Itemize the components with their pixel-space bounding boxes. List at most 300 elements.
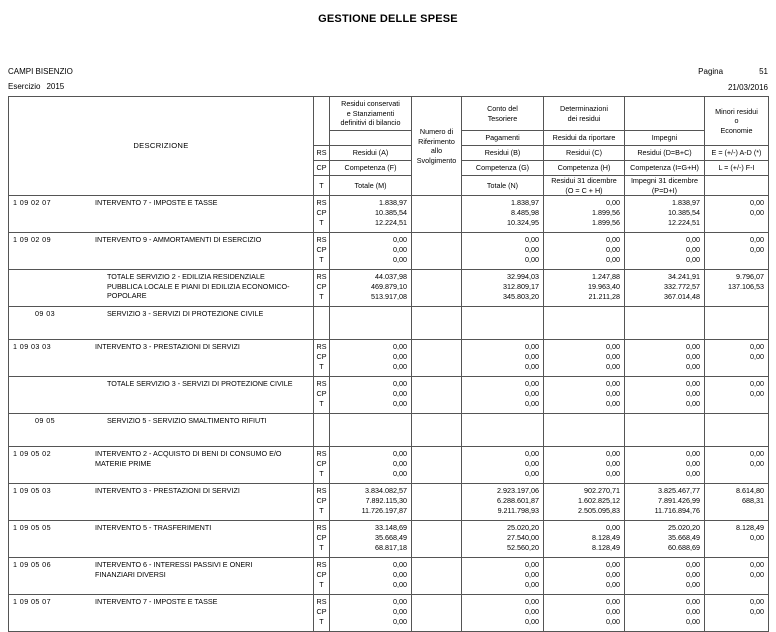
cell-value bbox=[625, 436, 704, 446]
cell-value bbox=[705, 292, 768, 302]
value-cell-residui-b bbox=[462, 558, 544, 595]
row-tag: CP bbox=[316, 208, 327, 217]
cell-value bbox=[412, 533, 461, 543]
value-cell-residui-b bbox=[462, 270, 544, 307]
row-tag-cell bbox=[314, 595, 330, 632]
column-header-residui-b: Residui (B) bbox=[462, 146, 544, 161]
cell-value: 469.879,10 bbox=[371, 282, 407, 291]
row-tag: CP bbox=[316, 389, 327, 398]
cell-value bbox=[625, 416, 704, 426]
cell-value: 3.825.467,77 bbox=[658, 486, 700, 495]
row-description-cell bbox=[9, 595, 314, 632]
cell-value: 0,00 bbox=[606, 389, 620, 398]
value-cell-residui-d bbox=[625, 270, 705, 307]
value-cell-residui-b bbox=[462, 233, 544, 270]
value-cell-numero-riferimento bbox=[412, 196, 462, 233]
value-cell-residui-c bbox=[544, 414, 625, 447]
cell-value: 11.716.894,76 bbox=[654, 506, 700, 515]
column-header-impegni: Impegni bbox=[625, 131, 705, 146]
cell-value: 137.106,53 bbox=[728, 282, 764, 291]
cell-value: 0,00 bbox=[686, 617, 700, 626]
column-header-formula-l: L = (+/-) F-I bbox=[705, 161, 769, 176]
row-tag-cell bbox=[314, 558, 330, 595]
cell-value: 0,00 bbox=[750, 235, 764, 244]
value-cell-residui-a bbox=[330, 196, 412, 233]
cell-value: 8.128,49 bbox=[592, 543, 620, 552]
row-code: 1 09 05 05 bbox=[13, 523, 51, 532]
value-cell-minori-residui bbox=[705, 558, 769, 595]
row-label-line: TOTALE SERVIZIO 2 - EDILIZIA RESIDENZIALE bbox=[107, 272, 265, 281]
cell-value: 902.270,71 bbox=[584, 486, 620, 495]
cell-value bbox=[462, 416, 543, 426]
value-cell-numero-riferimento bbox=[412, 340, 462, 377]
cell-value: 0,00 bbox=[393, 362, 407, 371]
cell-value: 0,00 bbox=[606, 607, 620, 616]
cell-value bbox=[705, 436, 768, 446]
cell-value: 32.994,03 bbox=[507, 272, 539, 281]
value-cell-minori-residui bbox=[705, 270, 769, 307]
cell-value: 0,00 bbox=[686, 235, 700, 244]
cell-value: 0,00 bbox=[525, 379, 539, 388]
row-label bbox=[107, 309, 313, 319]
value-cell-minori-residui bbox=[705, 521, 769, 558]
value-cell-residui-c bbox=[544, 377, 625, 414]
cell-value bbox=[412, 459, 461, 469]
row-label bbox=[85, 523, 313, 533]
value-cell-minori-residui bbox=[705, 340, 769, 377]
value-cell-minori-residui bbox=[705, 484, 769, 521]
cell-value bbox=[330, 436, 411, 446]
row-label bbox=[85, 342, 313, 352]
column-header-competenza-f: Competenza (F) bbox=[330, 161, 412, 176]
row-code: 1 09 05 03 bbox=[13, 486, 51, 495]
value-cell-residui-d bbox=[625, 196, 705, 233]
row-tag-cell bbox=[314, 340, 330, 377]
row-tag: RS bbox=[316, 235, 327, 244]
cell-value bbox=[412, 607, 461, 617]
cell-value: 0,00 bbox=[606, 597, 620, 606]
cell-value: 0,00 bbox=[686, 245, 700, 254]
value-cell-numero-riferimento bbox=[412, 558, 462, 595]
cell-value bbox=[544, 436, 624, 446]
row-tag: RS bbox=[316, 597, 327, 606]
row-label bbox=[85, 597, 313, 607]
cell-value bbox=[412, 543, 461, 553]
cell-value bbox=[412, 329, 461, 339]
row-tag-cell bbox=[314, 447, 330, 484]
cell-value bbox=[412, 362, 461, 372]
cell-value bbox=[705, 469, 768, 479]
row-tag: CP bbox=[316, 533, 327, 542]
cell-value: 7.891.426,99 bbox=[658, 496, 700, 505]
cell-value: 0,00 bbox=[686, 342, 700, 351]
table-row bbox=[9, 414, 769, 447]
row-tag: RS bbox=[316, 342, 327, 351]
cell-value: 0,00 bbox=[686, 352, 700, 361]
row-label-line: MATERIE PRIME bbox=[95, 458, 152, 468]
value-cell-residui-a bbox=[330, 595, 412, 632]
value-cell-numero-riferimento bbox=[412, 307, 462, 340]
cell-value bbox=[412, 292, 461, 302]
value-cell-residui-a bbox=[330, 340, 412, 377]
cell-value bbox=[412, 389, 461, 399]
row-tag-cell bbox=[314, 484, 330, 521]
cell-value: 0,00 bbox=[686, 379, 700, 388]
cell-value: 0,00 bbox=[606, 580, 620, 589]
cell-value bbox=[412, 319, 461, 329]
cell-value bbox=[330, 416, 411, 426]
cell-value: 0,00 bbox=[606, 379, 620, 388]
cell-value bbox=[544, 319, 624, 329]
cell-value: 0,00 bbox=[525, 459, 539, 468]
cell-value: 345.803,20 bbox=[503, 292, 539, 301]
row-tag-cell bbox=[314, 233, 330, 270]
cell-value: 0,00 bbox=[750, 245, 764, 254]
column-header-descrizione: DESCRIZIONE bbox=[9, 97, 314, 196]
cell-value: 1.899,56 bbox=[592, 218, 620, 227]
cell-value bbox=[412, 272, 461, 282]
cell-value: 0,00 bbox=[686, 389, 700, 398]
cell-value: 0,00 bbox=[606, 617, 620, 626]
cell-value: 0,00 bbox=[750, 560, 764, 569]
cell-value: 34.241,91 bbox=[668, 272, 700, 281]
row-tag: T bbox=[319, 469, 324, 478]
value-cell-residui-d bbox=[625, 340, 705, 377]
cell-value bbox=[412, 208, 461, 218]
cell-value: 21.211,28 bbox=[588, 292, 620, 301]
row-label-line: INTERVENTO 9 - AMMORTAMENTI DI ESERCIZIO bbox=[95, 235, 262, 244]
page-indicator bbox=[548, 64, 768, 79]
value-cell-residui-b bbox=[462, 340, 544, 377]
column-header-determinazioni-residui: Determinazioni dei residui bbox=[544, 97, 625, 131]
document-meta-left bbox=[8, 64, 73, 94]
cell-value: 0,00 bbox=[686, 607, 700, 616]
value-cell-residui-c bbox=[544, 233, 625, 270]
cell-value: 1.838,97 bbox=[672, 198, 700, 207]
row-description-cell bbox=[9, 340, 314, 377]
table-row bbox=[9, 595, 769, 632]
cell-value bbox=[462, 309, 543, 319]
row-tag-cell bbox=[314, 414, 330, 447]
cell-value: 0,00 bbox=[686, 560, 700, 569]
cell-value: 1.602.825,12 bbox=[578, 496, 620, 505]
row-label-line: INTERVENTO 5 - TRASFERIMENTI bbox=[95, 523, 212, 532]
value-cell-numero-riferimento bbox=[412, 233, 462, 270]
row-tag: CP bbox=[316, 282, 327, 291]
cell-value: 11.726.197,87 bbox=[361, 506, 407, 515]
value-cell-residui-b bbox=[462, 484, 544, 521]
column-header-residui-a: Residui (A) bbox=[330, 146, 412, 161]
row-tag-cell bbox=[314, 270, 330, 307]
cell-value: 0,00 bbox=[525, 362, 539, 371]
row-tag: CP bbox=[316, 496, 327, 505]
page-number: 51 bbox=[759, 67, 768, 76]
value-cell-residui-d bbox=[625, 233, 705, 270]
header-blank-impegni-top bbox=[625, 97, 705, 131]
row-tag: CP bbox=[316, 459, 327, 468]
cell-value: 0,00 bbox=[606, 255, 620, 264]
row-tag: CP bbox=[316, 245, 327, 254]
cell-value bbox=[705, 580, 768, 590]
cell-value bbox=[462, 436, 543, 446]
row-label-line: INTERVENTO 7 - IMPOSTE E TASSE bbox=[95, 597, 218, 606]
value-cell-numero-riferimento bbox=[412, 484, 462, 521]
cell-value bbox=[412, 436, 461, 446]
header-blank-rs-top bbox=[314, 97, 330, 146]
cell-value: 0,00 bbox=[606, 459, 620, 468]
spese-table bbox=[8, 96, 769, 632]
cell-value: 35.668,49 bbox=[375, 533, 407, 542]
column-header-conto-tesoriere: Conto del Tesoriere bbox=[462, 97, 544, 131]
cell-value: 0,00 bbox=[393, 399, 407, 408]
table-header-group bbox=[9, 97, 769, 196]
value-cell-residui-c bbox=[544, 595, 625, 632]
cell-value: 0,00 bbox=[750, 198, 764, 207]
value-cell-residui-c bbox=[544, 447, 625, 484]
cell-value: 27.540,00 bbox=[507, 533, 539, 542]
cell-value bbox=[330, 329, 411, 339]
cell-value bbox=[412, 309, 461, 319]
value-cell-minori-residui bbox=[705, 447, 769, 484]
cell-value: 52.560,20 bbox=[507, 543, 539, 552]
column-header-residui-d: Residui (D=B+C) bbox=[625, 146, 705, 161]
table-body bbox=[9, 196, 769, 632]
header-tag-t: T bbox=[314, 176, 330, 196]
column-header-formula-e: E = (+/-) A-D (*) bbox=[705, 146, 769, 161]
row-label-line: SERVIZIO 5 - SERVIZIO SMALTIMENTO RIFIUTI bbox=[107, 416, 267, 425]
column-header-residui-conservati: Residui conservati e Stanziamenti definitivi di bilancio bbox=[330, 97, 412, 131]
esercizio-value: 2015 bbox=[46, 82, 65, 91]
column-header-residui-da-riportare: Residui da riportare bbox=[544, 131, 625, 146]
row-description-cell bbox=[9, 270, 314, 307]
cell-value bbox=[705, 416, 768, 426]
cell-value bbox=[412, 580, 461, 590]
cell-value bbox=[412, 342, 461, 352]
table-row bbox=[9, 196, 769, 233]
cell-value bbox=[412, 449, 461, 459]
cell-value: 332.772,57 bbox=[664, 282, 700, 291]
row-tag-cell bbox=[314, 307, 330, 340]
cell-value: 0,00 bbox=[606, 523, 620, 532]
row-tag: RS bbox=[316, 449, 327, 458]
cell-value: 0,00 bbox=[686, 580, 700, 589]
cell-value: 2.923.197,06 bbox=[497, 486, 539, 495]
row-tag: T bbox=[319, 218, 324, 227]
row-tag: RS bbox=[316, 523, 327, 532]
cell-value: 0,00 bbox=[393, 560, 407, 569]
cell-value: 0,00 bbox=[525, 235, 539, 244]
value-cell-residui-d bbox=[625, 558, 705, 595]
row-code: 09 05 bbox=[35, 416, 55, 425]
value-cell-residui-a bbox=[330, 233, 412, 270]
value-cell-minori-residui bbox=[705, 307, 769, 340]
value-cell-minori-residui bbox=[705, 196, 769, 233]
cell-value bbox=[544, 309, 624, 319]
value-cell-residui-a bbox=[330, 521, 412, 558]
value-cell-residui-d bbox=[625, 307, 705, 340]
cell-value bbox=[705, 543, 768, 553]
cell-value: 7.892.115,30 bbox=[365, 496, 407, 505]
table-row bbox=[9, 270, 769, 307]
cell-value: 3.834.082,57 bbox=[365, 486, 407, 495]
column-header-competenza-h: Competenza (H) bbox=[544, 161, 625, 176]
value-cell-residui-a bbox=[330, 377, 412, 414]
cell-value bbox=[412, 426, 461, 436]
esercizio-label: Esercizio bbox=[8, 82, 41, 91]
cell-value: 0,00 bbox=[606, 362, 620, 371]
cell-value: 0,00 bbox=[686, 399, 700, 408]
cell-value bbox=[412, 235, 461, 245]
cell-value: 0,00 bbox=[686, 449, 700, 458]
row-description-cell bbox=[9, 307, 314, 340]
cell-value: 0,00 bbox=[686, 362, 700, 371]
cell-value: 0,00 bbox=[606, 342, 620, 351]
cell-value bbox=[412, 352, 461, 362]
row-label-line: INTERVENTO 6 - INTERESSI PASSIVI E ONERI bbox=[95, 560, 253, 569]
row-description-cell bbox=[9, 233, 314, 270]
value-cell-residui-c bbox=[544, 521, 625, 558]
cell-value: 0,00 bbox=[525, 352, 539, 361]
row-description-cell bbox=[9, 377, 314, 414]
value-cell-residui-c bbox=[544, 270, 625, 307]
cell-value bbox=[625, 319, 704, 329]
cell-value: 0,00 bbox=[393, 255, 407, 264]
cell-value: 8.128,49 bbox=[736, 523, 764, 532]
row-code: 1 09 05 06 bbox=[13, 560, 51, 569]
cell-value bbox=[705, 319, 768, 329]
cell-value bbox=[544, 416, 624, 426]
page-title: GESTIONE DELLE SPESE bbox=[318, 13, 458, 25]
cell-value bbox=[705, 426, 768, 436]
cell-value bbox=[705, 362, 768, 372]
row-code: 1 09 05 02 bbox=[13, 449, 51, 458]
cell-value: 0,00 bbox=[606, 399, 620, 408]
value-cell-residui-a bbox=[330, 447, 412, 484]
cell-value: 0,00 bbox=[393, 342, 407, 351]
header-tag-cp: CP bbox=[314, 161, 330, 176]
column-header-residui-c: Residui (C) bbox=[544, 146, 625, 161]
row-tag: CP bbox=[316, 607, 327, 616]
cell-value: 0,00 bbox=[525, 469, 539, 478]
cell-value: 0,00 bbox=[525, 255, 539, 264]
cell-value: 12.224,51 bbox=[375, 218, 407, 227]
cell-value: 0,00 bbox=[393, 607, 407, 616]
cell-value bbox=[544, 426, 624, 436]
column-header-pagamenti: Pagamenti bbox=[462, 131, 544, 146]
row-tag-cell bbox=[314, 377, 330, 414]
column-header-competenza-g: Competenza (G) bbox=[462, 161, 544, 176]
row-tag: T bbox=[319, 543, 324, 552]
value-cell-residui-d bbox=[625, 447, 705, 484]
cell-value bbox=[462, 329, 543, 339]
row-label bbox=[85, 272, 313, 301]
cell-value bbox=[412, 416, 461, 426]
row-code: 1 09 02 09 bbox=[13, 235, 51, 244]
row-tag-cell bbox=[314, 521, 330, 558]
cell-value: 10.385,54 bbox=[375, 208, 407, 217]
value-cell-residui-b bbox=[462, 196, 544, 233]
value-cell-residui-d bbox=[625, 595, 705, 632]
cell-value: 0,00 bbox=[393, 235, 407, 244]
row-label bbox=[85, 449, 313, 468]
cell-value: 8.614,80 bbox=[736, 486, 764, 495]
cell-value: 0,00 bbox=[606, 235, 620, 244]
cell-value: 0,00 bbox=[750, 459, 764, 468]
header-blank-a-sub bbox=[330, 131, 412, 146]
cell-value: 0,00 bbox=[750, 342, 764, 351]
cell-value: 0,00 bbox=[393, 597, 407, 606]
value-cell-minori-residui bbox=[705, 377, 769, 414]
cell-value bbox=[625, 309, 704, 319]
cell-value bbox=[330, 319, 411, 329]
row-tag: T bbox=[319, 255, 324, 264]
cell-value: 0,00 bbox=[525, 245, 539, 254]
cell-value bbox=[412, 617, 461, 627]
column-header-minori-residui: Minori residui o Economie bbox=[705, 97, 769, 146]
cell-value: 1.899,56 bbox=[592, 208, 620, 217]
cell-value bbox=[412, 282, 461, 292]
value-cell-residui-d bbox=[625, 377, 705, 414]
row-tag: T bbox=[319, 399, 324, 408]
row-tag: T bbox=[319, 580, 324, 589]
cell-value: 0,00 bbox=[606, 449, 620, 458]
row-description-cell bbox=[9, 558, 314, 595]
row-tag: RS bbox=[316, 272, 327, 281]
row-description-cell bbox=[9, 414, 314, 447]
row-tag: T bbox=[319, 292, 324, 301]
value-cell-minori-residui bbox=[705, 414, 769, 447]
row-tag: RS bbox=[316, 379, 327, 388]
cell-value: 1.247,88 bbox=[592, 272, 620, 281]
row-description-cell bbox=[9, 484, 314, 521]
cell-value: 0,00 bbox=[750, 389, 764, 398]
cell-value bbox=[412, 597, 461, 607]
cell-value: 0,00 bbox=[606, 352, 620, 361]
cell-value: 0,00 bbox=[750, 208, 764, 217]
cell-value: 513.917,08 bbox=[371, 292, 407, 301]
row-label bbox=[85, 235, 313, 245]
cell-value: 312.809,17 bbox=[503, 282, 539, 291]
cell-value bbox=[705, 399, 768, 409]
table-row bbox=[9, 307, 769, 340]
cell-value: 0,00 bbox=[606, 570, 620, 579]
row-code: 09 03 bbox=[35, 309, 55, 318]
value-cell-numero-riferimento bbox=[412, 414, 462, 447]
cell-value: 10.324,95 bbox=[507, 218, 539, 227]
cell-value: 0,00 bbox=[393, 580, 407, 589]
cell-value bbox=[412, 379, 461, 389]
row-tag: T bbox=[319, 506, 324, 515]
cell-value: 0,00 bbox=[393, 570, 407, 579]
value-cell-residui-a bbox=[330, 414, 412, 447]
table-row bbox=[9, 484, 769, 521]
cell-value: 0,00 bbox=[686, 597, 700, 606]
cell-value bbox=[412, 399, 461, 409]
cell-value: 0,00 bbox=[525, 570, 539, 579]
value-cell-residui-b bbox=[462, 447, 544, 484]
cell-value: 10.385,54 bbox=[668, 208, 700, 217]
column-header-totale-m: Totale (M) bbox=[330, 176, 412, 196]
row-code: 1 09 05 07 bbox=[13, 597, 51, 606]
row-label-line: PUBBLICA LOCALE E PIANI DI EDILIZIA ECONOMICO- bbox=[107, 281, 290, 291]
row-label bbox=[85, 560, 313, 579]
cell-value: 19.963,40 bbox=[588, 282, 620, 291]
cell-value: 0,00 bbox=[750, 597, 764, 606]
row-label-line: SERVIZIO 3 - SERVIZI DI PROTEZIONE CIVILE bbox=[107, 309, 264, 318]
table-row bbox=[9, 340, 769, 377]
cell-value: 0,00 bbox=[686, 255, 700, 264]
cell-value: 0,00 bbox=[393, 449, 407, 458]
